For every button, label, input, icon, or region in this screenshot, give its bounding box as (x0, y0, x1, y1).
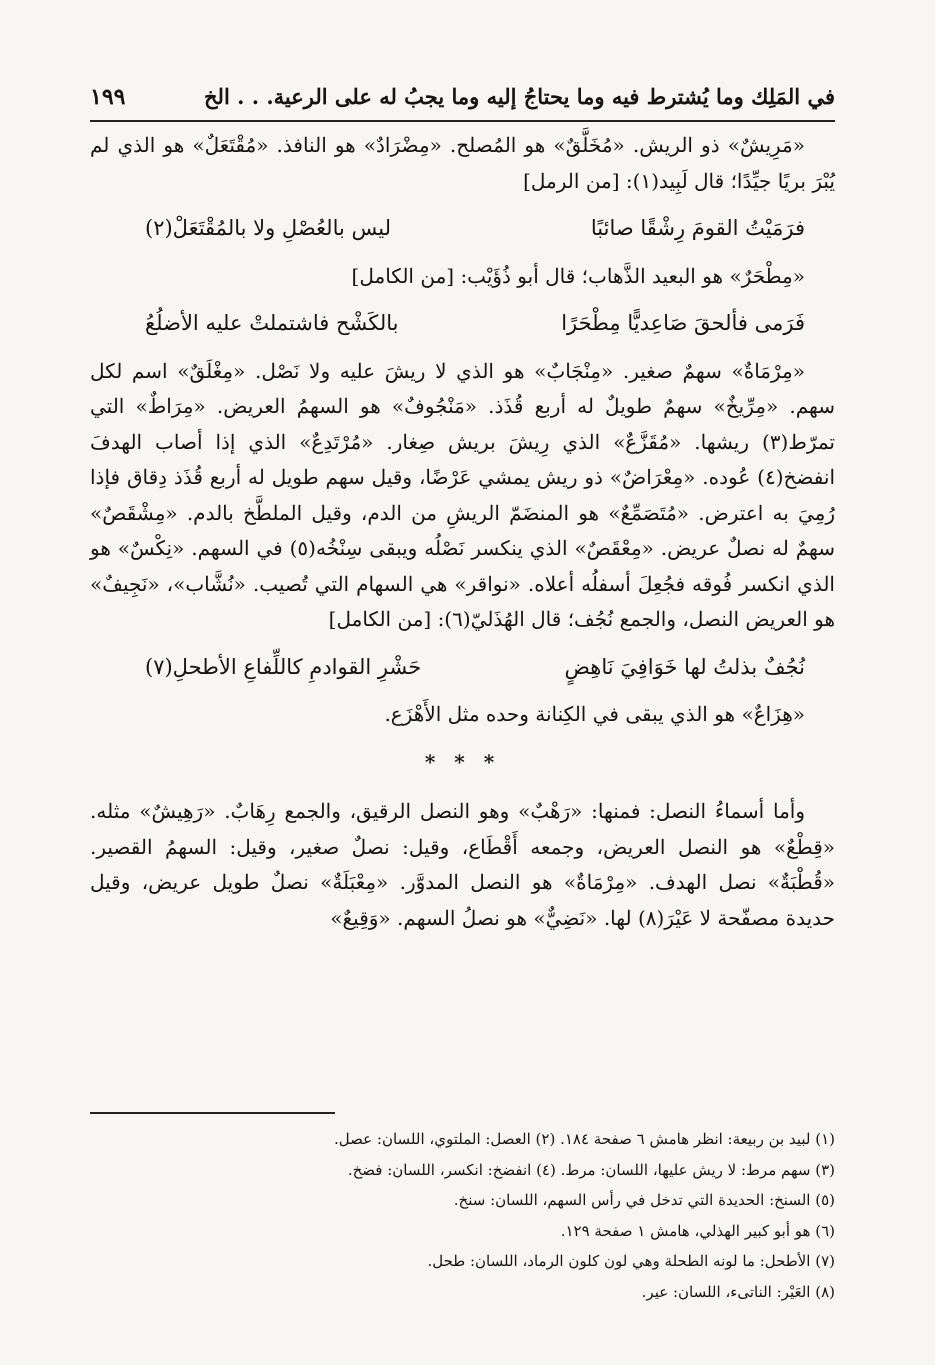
section-separator: * * * (424, 749, 501, 774)
verse-line (145, 306, 805, 342)
running-header (90, 80, 835, 122)
verse-first-hemistich: فرَمَيْتُ القومَ رِشْقًا صائبًا (590, 216, 805, 240)
verse-second-hemistich: حَشْرِ القوادمِ كاللِّفاعِ الأطحلِ(٧) (145, 654, 422, 679)
paragraph: «مِرْمَاةٌ» سهمٌ صغير. «مِنْجَابٌ» هو الذي لا ريشَ عليه ولا نَصْل. «مِغْلَقٌ» اسم لكل سهم. «مِرِّيخٌ» سهمٌ طويلٌ له أربع قُذَذ. «مَنْجُوفٌ» هو السهمُ العريض. «مِرَاطٌ» التي تمرّط(٣) ريشها. «مُقَزَّعٌ» الذي رِيشَ بريش صِغار. «مُرْتَدِعٌ» الذي إذا أصاب الهدفَ انفضخ(٤) عُوده. «مِعْرَاضٌ» ذو ريش يمشي عَرْضًا، وقيل سهم طويل له أربع قُذَذ دِقاق فإذا رُمِيَ به اعترض. «مُتَصَمِّعٌ» هو المنضَمّ الريشِ من الدم، وقيل الملطَّخ بالدم. «مِشْقَصٌ» سهمٌ له نصلٌ عريض. «مِعْقَصٌ» الذي ينكسر نَصْلُه ويبقى سِنْخُه(٥) في السهم. «نِكْسٌ» هو الذي انكسر فُوقه فجُعِلَ أسفلُه أعلاه. «نواقر» هي السهام التي تُصيب. «نُشَّاب»، «نَجِيفٌ» هو العريض النصل، والجمع نُجُف؛ قال الهُذَليّ(٦): [من الكامل] (90, 358, 835, 631)
paragraph: «مَرِيشٌ» ذو الريش. «مُخَلَّقٌ» هو المُصلح. «مِضْرَادٌ» هو النافذ. «مُقْتَعَلٌ» هو الذي لم يُبْرَ بريًا جيِّدًا؛ قال لَبِيد(١): [من الرمل] (90, 133, 835, 193)
verse-first-hemistich: نُجُفٌ بذلتُ لها خَوَافِيَ نَاهِضٍ (564, 654, 805, 679)
verse-second-hemistich: بالكَشْح فاشتملتْ عليه الأضلُعُ (145, 311, 399, 335)
main-text (90, 128, 835, 936)
header-title: في المَلِك وما يُشترط فيه وما يحتاجُ إليه وما يجبُ له على الرعية. . . الخ (203, 84, 835, 109)
footnote: (٣) سهم مرط: لا ريش عليها، اللسان: مرط. (٤) انفضخ: انكسر، اللسان: فضخ. (347, 1160, 835, 1179)
verse-line (145, 211, 805, 247)
footnote: (٨) العَيْر: الناتىء، اللسان: عير. (641, 1282, 835, 1301)
footnote-divider (90, 1112, 335, 1114)
page-number: ١٩٩ (90, 84, 126, 110)
footnotes (90, 1124, 835, 1307)
paragraph: وأما أسماءُ النصل: فمنها: «رَهْبٌ» وهو النصل الرقيق، والجمع رِهَابٌ. «رَهِيشٌ» مثله. «قِطْعٌ» هو النصل العريض، وجمعه أَقْطَاع، وقيل: نصلٌ صغير، وقيل: السهمُ القصير. «قُطْبَةٌ» نصل الهدف. «مِرْمَاةٌ» هو النصل المدوَّر. «مِعْبَلَةٌ» نصلٌ طويل عريض، وقيل حديدة مصفّحة لا عَيْرَ(٨) لها. «نَضِيٌّ» هو نصلُ السهم. «وَقِيعٌ» (90, 799, 835, 930)
verse-line (145, 650, 805, 686)
footnote: (١) لبيد بن ربيعة: انظر هامش ٦ صفحة ١٨٤. (٢) العصل: الملتوي، اللسان: عصل. (334, 1130, 835, 1148)
verse-second-hemistich: ليس بالعُصْلِ ولا بالمُقْتَعَلْ(٢) (145, 216, 391, 240)
paragraph: «هِزَاعٌ» هو الذي يبقى في الكِنانة وحده مثل الأَهْزَع. (384, 702, 805, 726)
footnote: (٦) هو أبو كبير الهذلي، هامش ١ صفحة ١٢٩. (560, 1221, 835, 1240)
verse-first-hemistich: فَرَمى فألحقَ صَاعِديًّا مِطْحَرًا (561, 311, 805, 335)
paragraph: «مِطْحَرٌ» هو البعيد الذَّهاب؛ قال أبو ذُؤَيْب: [من الكامل] (351, 263, 805, 288)
footnote: (٥) السنخ: الحديدة التي تدخل في رأس السهم، اللسان: سنخ. (453, 1191, 835, 1209)
footnote: (٧) الأطحل: ما لونه الطحلة وهي لون كلون الرماد، اللسان: طحل. (427, 1252, 835, 1270)
